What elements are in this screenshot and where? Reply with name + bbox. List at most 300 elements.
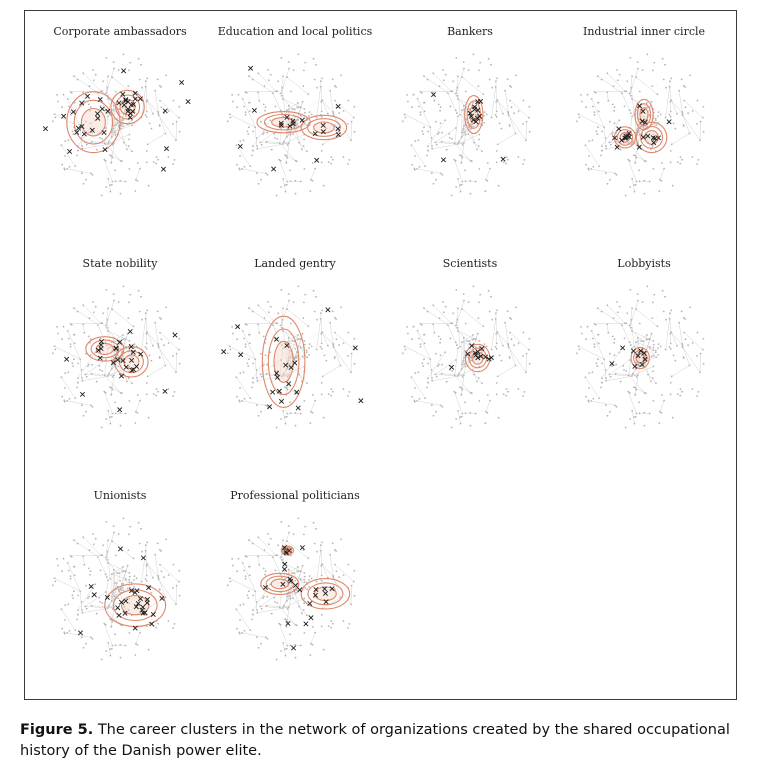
network-node	[646, 102, 648, 104]
network-node	[472, 334, 474, 336]
network-node	[172, 355, 174, 357]
network-node	[497, 144, 499, 146]
network-node	[426, 387, 428, 389]
network-edge	[83, 556, 84, 564]
network-node	[692, 156, 694, 158]
network-node	[102, 544, 104, 546]
member-marker	[121, 69, 125, 73]
network-node	[311, 346, 313, 348]
network-node	[454, 143, 456, 145]
network-node	[579, 117, 581, 119]
network-node	[669, 333, 671, 335]
figure-caption	[20, 720, 740, 762]
network-node	[74, 574, 76, 576]
network-node	[174, 159, 176, 161]
network-node	[252, 131, 254, 133]
network-node	[463, 125, 465, 127]
network-node	[424, 102, 426, 104]
network-node	[123, 142, 125, 144]
network-node	[266, 596, 268, 598]
network-node	[350, 139, 352, 141]
network-node	[629, 418, 631, 420]
network-node	[88, 364, 90, 366]
network-node	[287, 181, 289, 183]
network-node	[685, 106, 687, 108]
network-node	[149, 355, 151, 357]
network-node	[434, 374, 436, 376]
member-marker	[441, 158, 445, 162]
network-node	[153, 393, 155, 395]
network-node	[227, 120, 229, 122]
network-node	[259, 142, 261, 144]
network-node	[316, 349, 318, 351]
network-edge	[672, 133, 690, 144]
network-edge	[146, 81, 147, 111]
network-node	[509, 356, 511, 358]
network-node	[637, 61, 639, 63]
network-node	[312, 644, 314, 646]
network-node	[148, 649, 150, 651]
network-node	[251, 387, 253, 389]
network-node	[473, 286, 475, 288]
network-node	[495, 312, 497, 314]
network-node	[111, 573, 113, 575]
network-node	[113, 300, 115, 302]
network-node	[607, 183, 609, 185]
network-edge	[293, 598, 307, 615]
network-edge	[236, 609, 250, 630]
network-node	[642, 69, 644, 71]
network-node	[119, 644, 121, 646]
network-node	[107, 319, 109, 321]
network-node	[311, 578, 313, 580]
network-node	[70, 346, 72, 348]
network-node	[110, 155, 112, 157]
network-edge	[61, 609, 75, 630]
network-node	[343, 388, 345, 390]
network-node	[644, 425, 646, 427]
network-node	[297, 334, 299, 336]
network-node	[165, 307, 167, 309]
network-node	[675, 128, 677, 130]
network-edge	[417, 401, 441, 406]
network-node	[287, 608, 289, 610]
network-node	[611, 133, 613, 135]
network-node	[405, 349, 407, 351]
network-node	[314, 79, 316, 81]
network-edge	[351, 586, 352, 605]
network-plot	[556, 46, 732, 236]
network-node	[303, 632, 305, 634]
network-node	[141, 87, 143, 89]
network-node	[308, 579, 310, 581]
network-node	[287, 413, 289, 415]
network-edge	[147, 100, 153, 114]
network-node	[161, 338, 163, 340]
network-edge	[660, 169, 664, 180]
network-node	[670, 162, 672, 164]
network-node	[248, 75, 250, 77]
network-node	[414, 155, 416, 157]
network-node	[77, 609, 79, 611]
network-node	[424, 334, 426, 336]
network-node	[484, 190, 486, 192]
network-node	[289, 634, 291, 636]
network-node	[259, 606, 261, 608]
network-node	[109, 184, 111, 186]
network-node	[585, 376, 587, 378]
network-node	[608, 374, 610, 376]
network-node	[288, 68, 290, 70]
network-node	[64, 633, 66, 635]
network-node	[670, 394, 672, 396]
network-node	[455, 57, 457, 59]
network-node	[320, 318, 322, 320]
network-node	[76, 155, 78, 157]
member-marker	[309, 616, 313, 620]
network-edge	[258, 556, 259, 564]
network-node	[107, 178, 109, 180]
network-node	[231, 94, 233, 96]
network-edge	[457, 88, 460, 115]
network-node	[349, 159, 351, 161]
network-node	[247, 595, 249, 597]
network-node	[495, 101, 497, 103]
network-node	[146, 310, 148, 312]
network-node	[420, 343, 422, 345]
network-node	[282, 178, 284, 180]
network-node	[300, 106, 302, 108]
network-node	[327, 113, 329, 115]
network-node	[505, 395, 507, 397]
network-node	[290, 91, 292, 93]
network-node	[108, 373, 110, 375]
network-node	[664, 64, 666, 66]
network-node	[105, 127, 107, 129]
network-edge	[158, 345, 165, 365]
network-edge	[107, 320, 110, 347]
network-node	[321, 348, 323, 350]
network-edge	[411, 377, 425, 398]
network-node	[304, 340, 306, 342]
network-node	[316, 551, 318, 553]
network-node	[111, 389, 113, 391]
network-node	[332, 310, 334, 312]
network-node	[292, 597, 294, 599]
network-node	[665, 319, 667, 321]
network-edge	[282, 88, 285, 115]
network-node	[614, 173, 616, 175]
network-node	[598, 397, 600, 399]
network-node	[326, 360, 328, 362]
network-node	[159, 356, 161, 358]
network-node	[238, 558, 240, 560]
network-node	[145, 86, 147, 88]
network-node	[276, 659, 278, 661]
member-marker	[620, 346, 624, 350]
network-node	[616, 406, 618, 408]
network-node	[115, 412, 117, 414]
network-node	[655, 350, 657, 352]
network-node	[334, 356, 336, 358]
network-node	[678, 322, 680, 324]
network-node	[56, 326, 58, 328]
network-edge	[585, 145, 599, 166]
network-node	[306, 382, 308, 384]
network-node	[343, 342, 345, 344]
network-node	[66, 168, 68, 170]
network-node	[105, 93, 107, 95]
panel-corporate-ambassadors	[32, 11, 208, 236]
network-node	[696, 123, 698, 125]
panel-title: Landed gentry	[254, 257, 336, 270]
network-node	[612, 336, 614, 338]
network-node	[331, 388, 333, 390]
network-node	[609, 179, 611, 181]
network-node	[257, 304, 259, 306]
network-node	[109, 578, 111, 580]
network-node	[684, 318, 686, 320]
network-node	[280, 93, 282, 95]
network-node	[670, 331, 672, 333]
network-node	[303, 609, 305, 611]
network-node	[432, 304, 434, 306]
network-node	[85, 411, 87, 413]
network-node	[172, 395, 174, 397]
network-node	[121, 119, 123, 121]
network-node	[487, 180, 489, 182]
network-edge	[311, 633, 315, 644]
network-node	[637, 374, 639, 376]
network-edge	[106, 533, 114, 558]
network-node	[601, 131, 603, 133]
network-node	[354, 595, 356, 597]
network-node	[105, 418, 107, 420]
network-node	[258, 100, 260, 102]
network-node	[246, 556, 248, 558]
network-node	[243, 603, 245, 605]
network-node	[296, 351, 298, 353]
network-node	[108, 141, 110, 143]
network-node	[663, 311, 665, 313]
network-node	[105, 57, 107, 59]
network-node	[111, 308, 113, 310]
network-node	[95, 538, 97, 540]
network-edge	[258, 92, 259, 100]
network-node	[502, 113, 504, 115]
network-node	[605, 369, 607, 371]
network-node	[287, 645, 289, 647]
network-node	[491, 319, 493, 321]
network-node	[117, 365, 119, 367]
network-node	[249, 574, 251, 576]
network-node	[90, 637, 92, 639]
network-edge	[176, 354, 177, 373]
network-node	[316, 581, 318, 583]
network-node	[627, 159, 629, 161]
network-node	[179, 338, 181, 340]
network-node	[457, 375, 459, 377]
network-node	[484, 422, 486, 424]
network-node	[274, 601, 276, 603]
network-node	[127, 588, 129, 590]
network-node	[113, 68, 115, 70]
network-node	[349, 623, 351, 625]
network-node	[101, 195, 103, 197]
network-node	[496, 78, 498, 80]
network-node	[442, 174, 444, 176]
network-node	[486, 346, 488, 348]
network-node	[499, 355, 501, 357]
network-node	[661, 412, 663, 414]
network-node	[64, 140, 66, 142]
network-node	[141, 581, 143, 583]
network-node	[420, 346, 422, 348]
network-node	[93, 543, 95, 545]
member-marker	[160, 596, 164, 600]
network-node	[128, 134, 130, 136]
network-node	[332, 78, 334, 80]
network-node	[354, 131, 356, 133]
network-node	[123, 54, 125, 56]
network-node	[131, 124, 133, 126]
network-node	[111, 184, 113, 186]
network-edge	[510, 101, 529, 118]
network-node	[105, 325, 107, 327]
network-node	[507, 159, 509, 161]
network-edge	[486, 169, 490, 180]
network-node	[260, 179, 262, 181]
network-edge	[335, 101, 354, 118]
network-node	[422, 365, 424, 367]
network-node	[248, 358, 250, 360]
network-node	[332, 542, 334, 544]
network-node	[288, 532, 290, 534]
network-node	[588, 169, 590, 171]
network-node	[288, 337, 290, 339]
network-node	[433, 100, 435, 102]
network-node	[236, 106, 238, 108]
network-node	[630, 112, 632, 114]
network-node	[497, 376, 499, 378]
network-node	[629, 392, 631, 394]
network-node	[68, 106, 70, 108]
network-edge	[492, 87, 496, 118]
network-node	[159, 124, 161, 126]
network-node	[262, 133, 264, 135]
network-node	[435, 179, 437, 181]
network-edge	[55, 578, 81, 591]
network-node	[677, 161, 679, 163]
network-node	[300, 645, 302, 647]
network-node	[683, 124, 685, 126]
network-node	[256, 377, 258, 379]
network-node	[179, 106, 181, 108]
network-node	[239, 619, 241, 621]
network-node	[411, 376, 413, 378]
network-node	[321, 78, 323, 80]
network-node	[145, 318, 147, 320]
network-node	[301, 149, 303, 151]
network-node	[64, 401, 66, 403]
network-node	[614, 106, 616, 108]
network-node	[243, 371, 245, 373]
network-node	[331, 620, 333, 622]
network-node	[657, 354, 659, 356]
network-node	[98, 365, 100, 367]
network-node	[460, 191, 462, 193]
network-node	[118, 533, 120, 535]
network-node	[282, 410, 284, 412]
network-node	[328, 393, 330, 395]
network-node	[427, 311, 429, 313]
network-node	[679, 163, 681, 165]
network-node	[332, 343, 334, 345]
network-node	[70, 575, 72, 577]
panel-title: Scientists	[442, 257, 498, 270]
network-node	[61, 396, 63, 398]
network-node	[259, 374, 261, 376]
network-edge	[67, 633, 91, 638]
network-node	[289, 595, 291, 597]
network-node	[427, 377, 429, 379]
network-node	[596, 131, 598, 133]
panel-professional-politicians	[207, 475, 383, 700]
network-node	[606, 72, 608, 74]
network-node	[463, 128, 465, 130]
network-node	[653, 344, 655, 346]
network-node	[509, 100, 511, 102]
network-node	[128, 302, 130, 304]
network-edge	[118, 134, 132, 151]
network-node	[469, 412, 471, 414]
network-node	[286, 162, 288, 164]
network-node	[100, 570, 102, 572]
network-node	[114, 402, 116, 404]
network-node	[469, 180, 471, 182]
network-node	[422, 131, 424, 133]
network-node	[641, 340, 643, 342]
network-node	[112, 645, 114, 647]
network-node	[304, 572, 306, 574]
network-node	[145, 333, 147, 335]
network-node	[92, 638, 94, 640]
network-node	[161, 570, 163, 572]
network-node	[81, 404, 83, 406]
network-edge	[147, 332, 153, 346]
network-node	[263, 364, 265, 366]
network-node	[254, 126, 256, 128]
network-node	[681, 391, 683, 393]
network-node	[298, 106, 300, 108]
network-node	[308, 354, 310, 356]
network-node	[134, 190, 136, 192]
network-node	[312, 162, 314, 164]
network-node	[671, 144, 673, 146]
network-node	[615, 373, 617, 375]
network-node	[245, 111, 247, 113]
network-node	[165, 75, 167, 77]
network-node	[458, 141, 460, 143]
network-node	[303, 70, 305, 72]
network-node	[655, 356, 657, 358]
network-node	[612, 104, 614, 106]
network-node	[435, 411, 437, 413]
network-node	[84, 374, 86, 376]
network-node	[462, 181, 464, 183]
network-node	[621, 324, 623, 326]
network-node	[438, 336, 440, 338]
